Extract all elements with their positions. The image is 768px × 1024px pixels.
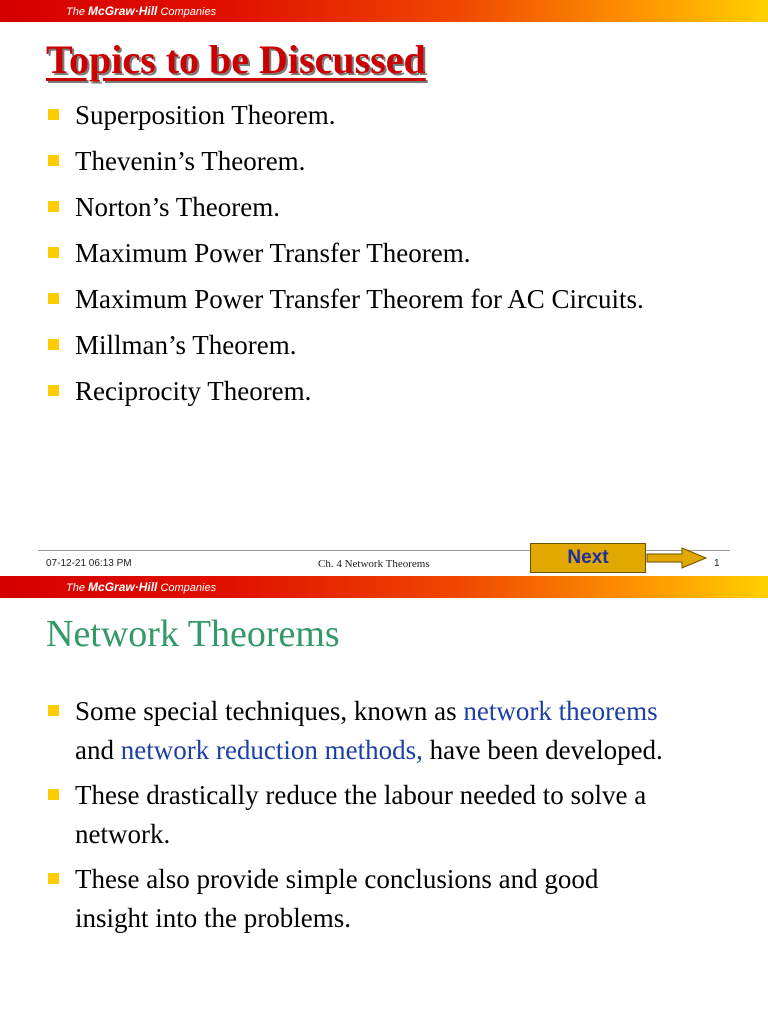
- square-bullet-icon: [48, 385, 59, 396]
- square-bullet-icon: [48, 109, 59, 120]
- slide-title: Network Theorems: [46, 613, 340, 655]
- square-bullet-icon: [48, 155, 59, 166]
- list-item: Maximum Power Transfer Theorem.: [0, 234, 675, 273]
- list-item: These also provide simple conclusions and good insight into the problems.: [0, 860, 675, 938]
- header-banner: [0, 0, 768, 22]
- list-item: Reciprocity Theorem.: [0, 372, 675, 411]
- right-arrow-icon[interactable]: [646, 547, 708, 569]
- term-network-reduction-methods: network reduction methods,: [120, 735, 423, 765]
- topics-list: [0, 96, 675, 418]
- mcgraw-hill-logo: The McGraw·Hill Companies: [66, 580, 217, 594]
- list-item: These drastically reduce the labour needed to solve a network.: [0, 776, 675, 854]
- square-bullet-icon: [48, 201, 59, 212]
- list-item: Some special techniques, known as network theorems and network reduction methods, have been developed.: [0, 692, 675, 770]
- square-bullet-icon: [48, 705, 59, 716]
- network-theorems-list: [0, 692, 675, 944]
- header-banner: [0, 576, 768, 598]
- slide-title: Topics to be Discussed: [46, 37, 426, 82]
- footer-date: 07-12-21 06:13 PM: [46, 558, 132, 569]
- square-bullet-icon: [48, 293, 59, 304]
- square-bullet-icon: [48, 789, 59, 800]
- mcgraw-hill-logo: The McGraw·Hill Companies: [66, 4, 217, 18]
- page-number: 1: [714, 558, 720, 569]
- square-bullet-icon: [48, 247, 59, 258]
- list-item: Norton’s Theorem.: [0, 188, 675, 227]
- list-item: Superposition Theorem.: [0, 96, 675, 135]
- square-bullet-icon: [48, 339, 59, 350]
- list-item: Maximum Power Transfer Theorem for AC Circuits.: [0, 280, 675, 319]
- square-bullet-icon: [48, 873, 59, 884]
- term-network-theorems: network theorems: [463, 696, 658, 726]
- list-item: Thevenin’s Theorem.: [0, 142, 675, 181]
- next-button[interactable]: Next: [530, 543, 646, 573]
- list-item: Millman’s Theorem.: [0, 326, 675, 365]
- footer-chapter: Ch. 4 Network Theorems: [318, 558, 430, 570]
